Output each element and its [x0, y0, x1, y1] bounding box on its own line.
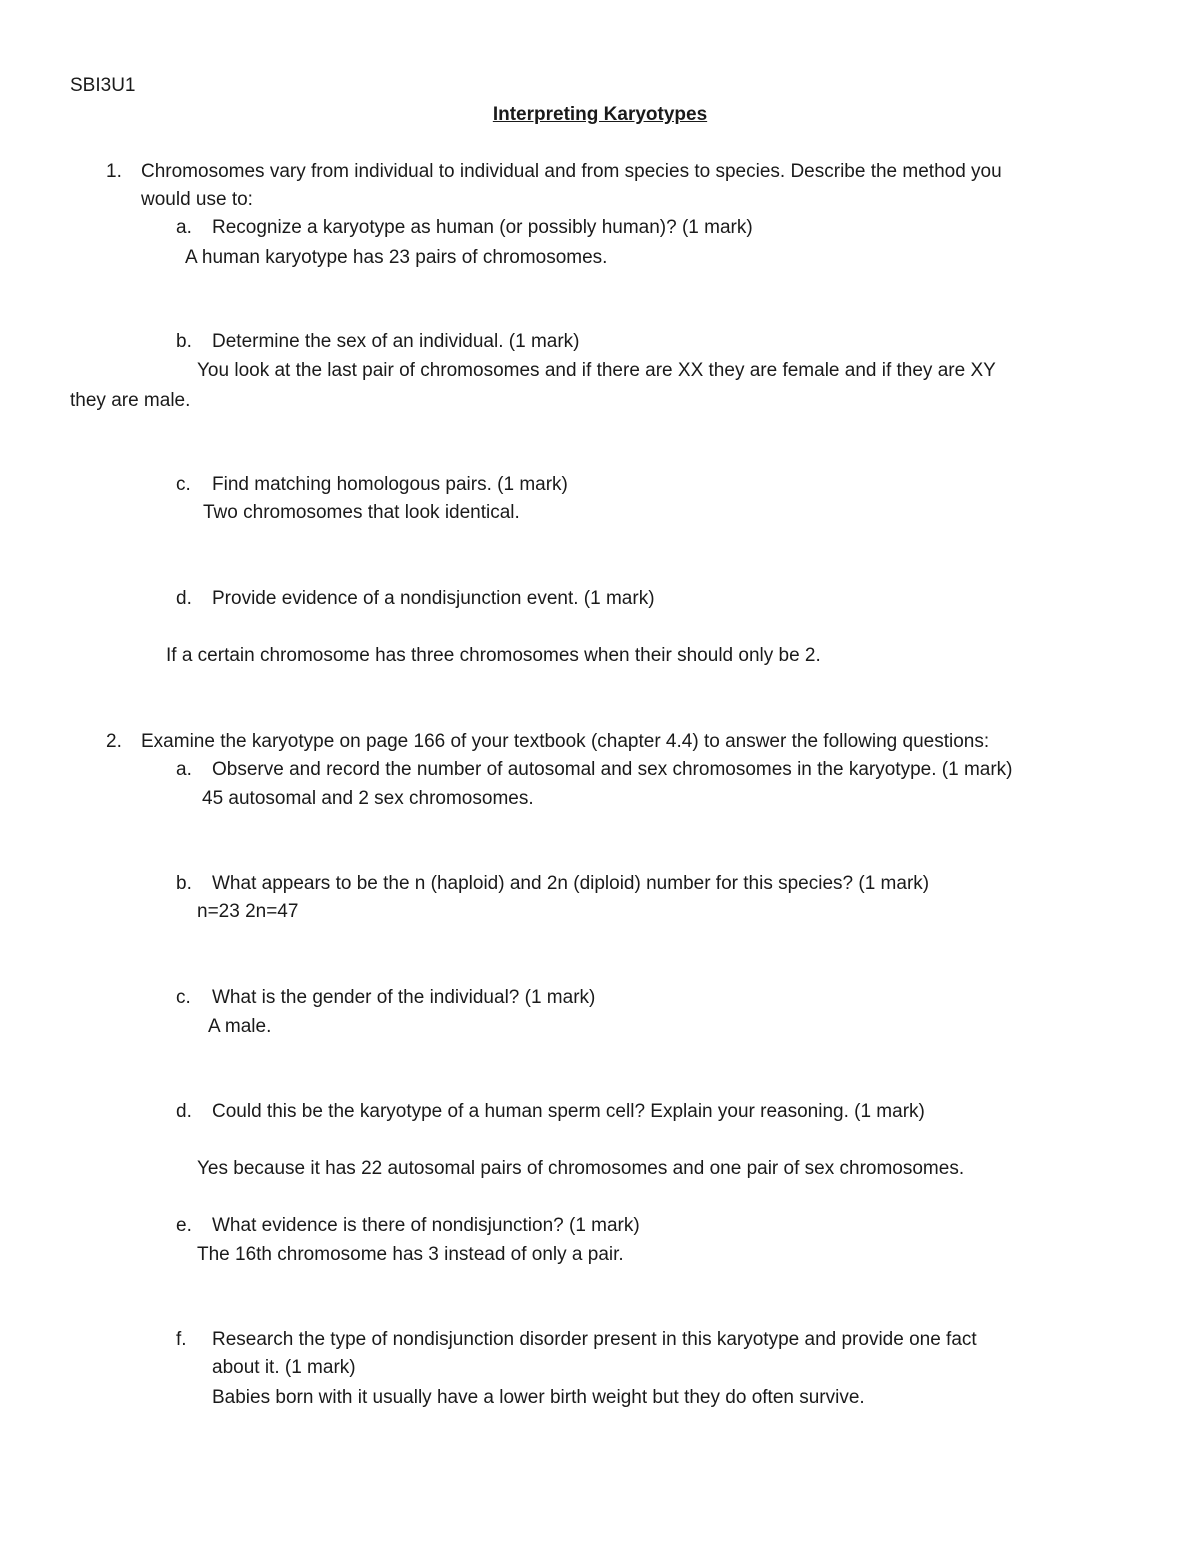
q2f-prompt-line1: Research the type of nondisjunction disorder present in this karyotype and provide one fact	[212, 1329, 977, 1350]
q2b-letter: b.	[176, 873, 192, 894]
q2b-prompt: What appears to be the n (haploid) and 2n (diploid) number for this species? (1 mark)	[212, 873, 930, 894]
q2f-prompt-line2: about it. (1 mark)	[212, 1357, 356, 1378]
q2f-answer: Babies born with it usually have a lower birth weight but they do often survive.	[212, 1387, 865, 1408]
q1a-letter: a.	[176, 217, 192, 238]
q2d-prompt: Could this be the karyotype of a human sperm cell? Explain your reasoning. (1 mark)	[212, 1101, 925, 1122]
q2a-letter: a.	[176, 759, 192, 780]
course-code: SBI3U1	[70, 75, 136, 96]
q1a-prompt: Recognize a karyotype as human (or possibly human)? (1 mark)	[212, 217, 753, 238]
q2a-prompt: Observe and record the number of autosomal and sex chromosomes in the karyotype. (1 mark)	[212, 759, 1013, 780]
q1a-answer: A human karyotype has 23 pairs of chromosomes.	[185, 247, 608, 268]
q1c-letter: c.	[176, 474, 191, 495]
q1c-answer: Two chromosomes that look identical.	[203, 502, 520, 523]
q1b-answer-line2: they are male.	[70, 390, 191, 411]
q1b-answer-line1: You look at the last pair of chromosomes and if there are XX they are female and if they are XY	[197, 360, 996, 381]
q2e-answer: The 16th chromosome has 3 instead of only a pair.	[197, 1244, 624, 1265]
q2e-letter: e.	[176, 1215, 192, 1236]
q2a-answer: 45 autosomal and 2 sex chromosomes.	[202, 788, 534, 809]
q1-number: 1.	[106, 161, 122, 182]
q2c-letter: c.	[176, 987, 191, 1008]
q1d-letter: d.	[176, 588, 192, 609]
q2d-answer: Yes because it has 22 autosomal pairs of chromosomes and one pair of sex chromosomes.	[197, 1158, 965, 1179]
page-title: Interpreting Karyotypes	[492, 104, 708, 125]
q2c-prompt: What is the gender of the individual? (1 mark)	[212, 987, 596, 1008]
q2e-prompt: What evidence is there of nondisjunction? (1 mark)	[212, 1215, 640, 1236]
q2d-letter: d.	[176, 1101, 192, 1122]
q1d-answer: If a certain chromosome has three chromosomes when their should only be 2.	[166, 645, 821, 666]
q2-number: 2.	[106, 731, 122, 752]
q1-prompt-line1: Chromosomes vary from individual to individual and from species to species. Describe the method you	[141, 161, 1002, 182]
q1c-prompt: Find matching homologous pairs. (1 mark)	[212, 474, 568, 495]
q1d-prompt: Provide evidence of a nondisjunction event. (1 mark)	[212, 588, 655, 609]
q1b-prompt: Determine the sex of an individual. (1 mark)	[212, 331, 580, 352]
q2c-answer: A male.	[208, 1016, 272, 1037]
q2-prompt: Examine the karyotype on page 166 of your textbook (chapter 4.4) to answer the following questions:	[141, 731, 990, 752]
q1-prompt-line2: would use to:	[141, 189, 253, 210]
q2b-answer: n=23 2n=47	[197, 901, 299, 922]
q2f-letter: f.	[176, 1329, 187, 1350]
q1b-letter: b.	[176, 331, 192, 352]
